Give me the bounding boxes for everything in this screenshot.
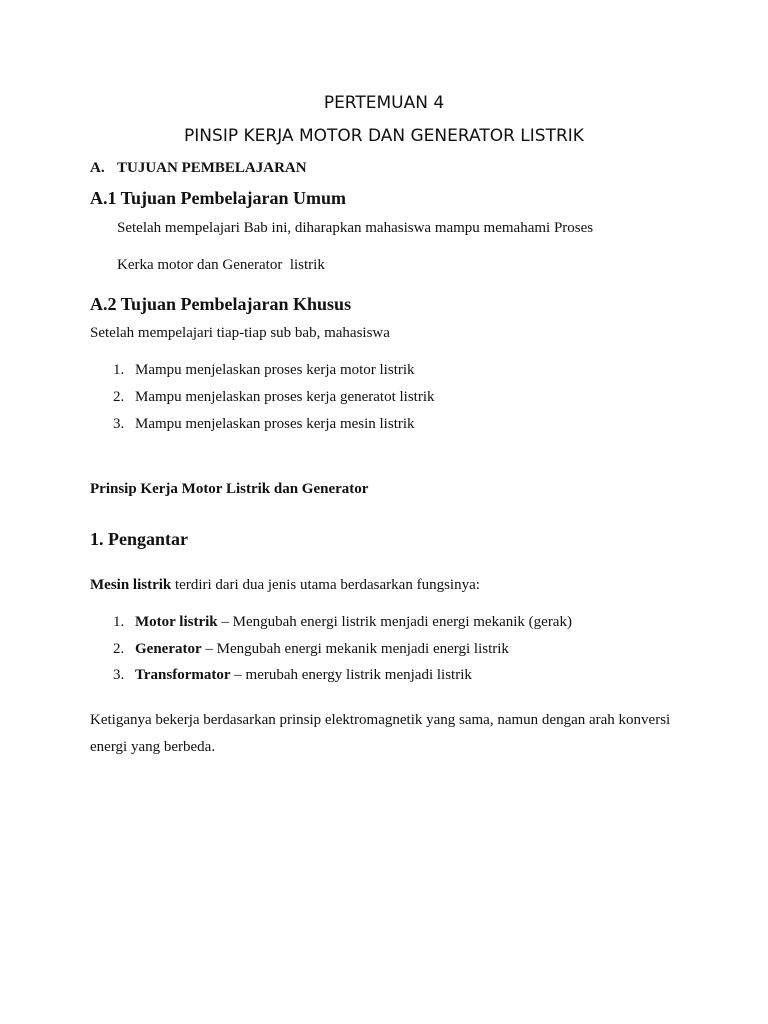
intro-bold-term: Mesin listrik xyxy=(90,577,172,593)
section-1-heading: 1. Pengantar xyxy=(90,529,188,549)
list-item xyxy=(113,614,572,631)
list-item xyxy=(113,362,415,379)
intro-rest: terdiri dari dua jenis utama berdasarkan fungsinya: xyxy=(171,577,480,593)
list-term: Generator xyxy=(135,641,202,657)
list-item xyxy=(113,389,435,406)
list-text: Mampu menjelaskan proses kerja mesin listrik xyxy=(135,416,415,432)
section-a-number: A. xyxy=(90,160,105,176)
list-term: Motor listrik xyxy=(135,614,218,630)
main-heading: Prinsip Kerja Motor Listrik dan Generator xyxy=(90,481,369,497)
list-text: Mampu menjelaskan proses kerja generatot listrik xyxy=(135,389,435,405)
list-desc: – Mengubah energi listrik menjadi energi mekanik (gerak) xyxy=(217,614,572,630)
list-item xyxy=(113,641,509,658)
list-number: 1. xyxy=(113,614,125,630)
page-subtitle: PINSIP KERJA MOTOR DAN GENERATOR LISTRIK xyxy=(184,126,584,146)
closing-paragraph-line1: Ketiganya bekerja berdasarkan prinsip elektromagnetik yang sama, namun dengan arah konversi xyxy=(90,712,671,728)
page-title: PERTEMUAN 4 xyxy=(323,93,445,113)
intro-paragraph xyxy=(90,577,480,594)
list-desc: – merubah energy listrik menjadi listrik xyxy=(230,667,472,683)
closing-paragraph-line2: energi yang berbeda. xyxy=(90,739,216,755)
list-number: 2. xyxy=(113,389,125,405)
list-desc: – Mengubah energi mekanik menjadi energi listrik xyxy=(201,641,509,657)
list-number: 3. xyxy=(113,416,125,432)
list-text: Mampu menjelaskan proses kerja motor listrik xyxy=(135,362,415,378)
list-item xyxy=(113,667,472,684)
list-term: Transformator xyxy=(135,667,231,683)
a1-paragraph-line2: Kerka motor dan Generator listrik xyxy=(117,257,325,273)
list-number: 1. xyxy=(113,362,125,378)
a2-heading: A.2 Tujuan Pembelajaran Khusus xyxy=(90,294,352,314)
a1-heading: A.1 Tujuan Pembelajaran Umum xyxy=(90,188,347,208)
section-a-title: TUJUAN PEMBELAJARAN xyxy=(117,160,307,176)
list-number: 2. xyxy=(113,641,125,657)
section-a-heading xyxy=(90,160,307,177)
a2-intro: Setelah mempelajari tiap-tiap sub bab, mahasiswa xyxy=(90,325,390,341)
list-number: 3. xyxy=(113,667,125,683)
a1-paragraph-line1: Setelah mempelajari Bab ini, diharapkan mahasiswa mampu memahami Proses xyxy=(117,220,594,236)
list-item xyxy=(113,416,415,433)
